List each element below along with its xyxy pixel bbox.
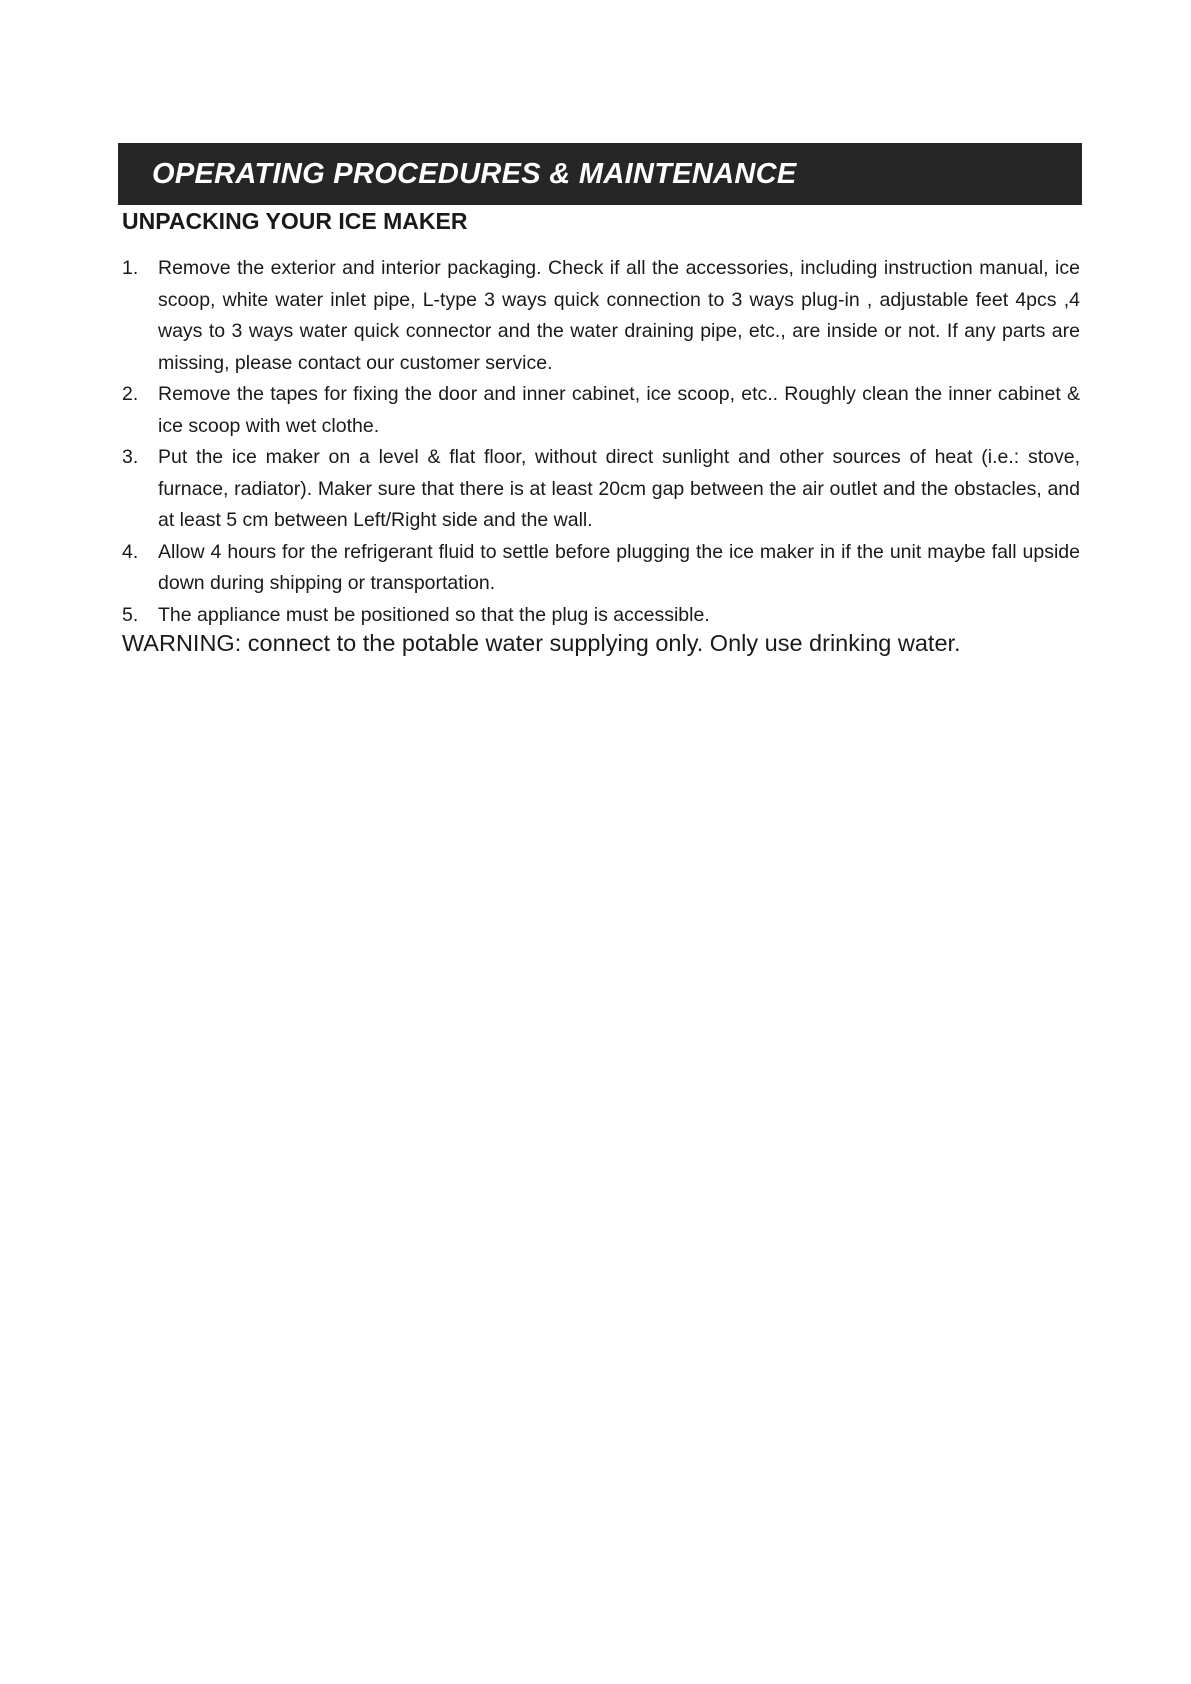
step-text: Remove the exterior and interior packaging. Check if all the accessories, including instruction manual, ice scoop, white water inlet pipe, L-type 3 ways quick connection to 3 ways plug-in , adjustable feet 4pcs ,4 ways to 3 ways water quick connector and the water draining pipe, etc., are inside or not. If any parts are missing, please contact our customer service. [158, 257, 1080, 374]
step-number: 1. [122, 257, 139, 279]
list-item [122, 253, 1080, 379]
list-item [122, 379, 1080, 442]
step-text: The appliance must be positioned so that the plug is accessible. [158, 603, 710, 626]
list-item [122, 600, 1080, 632]
step-text: Remove the tapes for fixing the door and inner cabinet, ice scoop, etc.. Roughly clean the inner cabinet & ice scoop with wet clothe. [158, 383, 1080, 437]
section-banner [118, 143, 1082, 205]
step-number: 3. [122, 446, 139, 468]
page-title: OPERATING PROCEDURES & MAINTENANCE [152, 157, 797, 190]
list-item [122, 442, 1080, 537]
step-number: 4. [122, 540, 139, 563]
step-text: Put the ice maker on a level & flat floor, without direct sunlight and other sources of heat (i.e.: stove, furnace, radiator). Maker sure that there is at least 20cm gap between the air outlet and the obstacles, and at least 5 cm between Left/Right side and the wall. [158, 446, 1080, 531]
step-number: 2. [122, 383, 139, 405]
list-item [122, 537, 1080, 600]
section-heading: UNPACKING YOUR ICE MAKER [122, 208, 468, 234]
instruction-list [122, 253, 1080, 631]
warning-text: WARNING: connect to the potable water supplying only. Only use drinking water. [122, 630, 961, 656]
step-text: Allow 4 hours for the refrigerant fluid to settle before plugging the ice maker in if the unit maybe fall upside down during shipping or transportation. [158, 540, 1080, 594]
step-number: 5. [122, 603, 139, 626]
